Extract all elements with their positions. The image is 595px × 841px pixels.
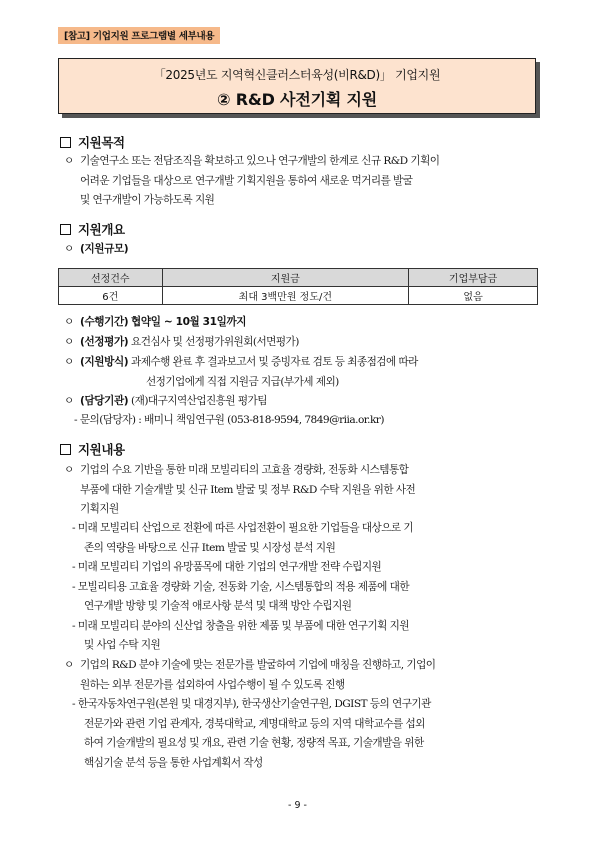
section-heading-overview: 지원개요 xyxy=(60,220,125,238)
method-item: (지원방식) 과제수행 완료 후 결과보고서 및 증빙자료 검토 등 최종점검에 따라 선정기업에게 직접 지원금 지급(부가세 제외) xyxy=(80,356,418,388)
support-scale-label: (지원규모) xyxy=(80,243,129,255)
purpose-text: 기술연구소 또는 전담조직을 확보하고 있으나 연구개발의 한계로 신규 R&D 기획이 어려운 기업들을 대상으로 연구개발 기획지원을 통하여 새로운 먹거리를 발굴 및 연구개발이 가능하도록 지원 xyxy=(80,155,440,206)
contact-info: - 문의(담당자) : 배미니 책임연구원 (053-818-9594, 7849@riia.or.kr) xyxy=(74,414,384,426)
square-bullet-icon xyxy=(60,224,71,235)
square-bullet-icon xyxy=(60,137,71,148)
content-item-1: 기업의 수요 기반을 통한 미래 모빌리티의 고효율 경량화, 전동화 시스템통합 부품에 대한 기술개발 및 신규 Item 발굴 및 정부 R&D 수탁 지원을 위한 사전 기획지원 xyxy=(80,464,416,515)
table-header: 선정건수 xyxy=(59,269,163,287)
evaluation-item: (선정평가) 요건심사 및 선정평가위원회(서면평가) xyxy=(80,336,299,348)
support-table xyxy=(58,268,538,305)
table-cell: 최대 3백만원 정도/건 xyxy=(162,287,409,305)
section-heading-content: 지원내용 xyxy=(60,440,125,458)
table-cell: 없음 xyxy=(409,287,538,305)
period-item: (수행기간) 협약일 ~ 10월 31일까지 xyxy=(80,316,247,328)
content-item-2: 기업의 R&D 분야 기술에 맞는 전문가를 발굴하여 기업에 매칭을 진행하고, 기업이 원하는 외부 전문가를 섭외하여 사업수행이 될 수 있도록 진행 xyxy=(80,659,436,691)
table-header-row xyxy=(59,269,538,287)
bullet-icon: ㅇ xyxy=(64,356,75,368)
content-item-1-details: - 미래 모빌리티 산업으로 전환에 따른 사업전환이 필요한 기업들을 대상으로 기 존의 역량을 바탕으로 신규 Item 발굴 및 시장성 분석 지원 - 미래 모빌리티 기업의 유망품목에 대한 기업의 연구개발 전략 수립지원 - 모빌리티용 고효율 경량화 기술, 전동화 기술, 시스템통합의 적용 제품에 대한 연구개발 방향 및 기술적 애로사항 분석 및 대책 방안 수립지원 - 미래 모빌리티 분야의 신산업 창출을 위한 제품 및 부품에 대한 연구기획 지원 및 사업 수탁 지원 xyxy=(72,522,414,651)
bullet-icon: ㅇ xyxy=(64,243,75,255)
agency-item: (담당기관) (재)대구지역산업진흥원 평가팀 xyxy=(80,395,267,407)
section-heading-purpose: 지원목적 xyxy=(60,133,125,151)
program-title: 「2025년도 지역혁신클러스터육성(비R&D)」 기업지원 xyxy=(153,68,441,82)
page-title: ② R&D 사전기획 지원 xyxy=(217,90,377,109)
bullet-icon: ㅇ xyxy=(64,659,75,671)
title-box xyxy=(58,58,536,114)
bullet-icon: ㅇ xyxy=(64,336,75,348)
reference-tag: [참고] 기업지원 프로그램별 세부내용 xyxy=(58,27,220,44)
page-number: - 9 - xyxy=(288,800,307,811)
square-bullet-icon xyxy=(60,444,71,455)
table-header: 기업부담금 xyxy=(409,269,538,287)
table-header: 지원금 xyxy=(162,269,409,287)
table-row xyxy=(59,287,538,305)
table-cell: 6건 xyxy=(59,287,163,305)
bullet-icon: ㅇ xyxy=(64,464,75,476)
content-item-2-details: - 한국자동차연구원(본원 및 대경지부), 한국생산기술연구원, DGIST 등의 연구기관 전문가와 관련 기업 관계자, 경북대학교, 계명대학교 등의 지역 대학교수를 섭외 하여 기술개발의 필요성 및 개요, 관련 기술 현황, 정량적 목표, 기술개발을 위한 핵심기술 분석 등을 통한 사업계획서 작성 xyxy=(72,698,431,769)
bullet-icon: ㅇ xyxy=(64,316,75,328)
bullet-icon: ㅇ xyxy=(64,155,75,167)
bullet-icon: ㅇ xyxy=(64,395,75,407)
